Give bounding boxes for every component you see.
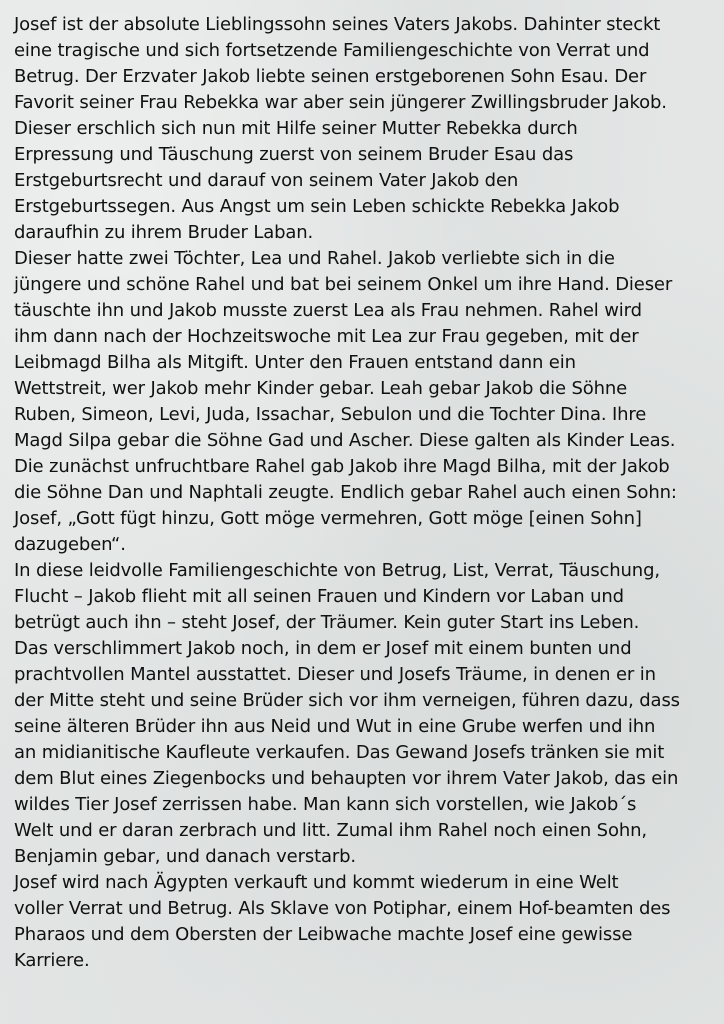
text-line: Dieser erschlich sich nun mit Hilfe seiner Mutter Rebekka durch — [14, 118, 578, 139]
text-line: daraufhin zu ihrem Bruder Laban. — [14, 222, 314, 243]
text-line: die Söhne Dan und Naphtali zeugte. Endlich gebar Rahel auch einen Sohn: — [14, 482, 677, 503]
text-line: Welt und er daran zerbrach und litt. Zumal ihm Rahel noch einen Sohn, — [14, 820, 647, 841]
text-line: Leibmagd Bilha als Mitgift. Unter den Frauen entstand dann ein — [14, 352, 576, 373]
text-line: Josef wird nach Ägypten verkauft und kommt wiederum in eine Welt — [14, 872, 619, 893]
text-line: Dieser hatte zwei Töchter, Lea und Rahel. Jakob verliebte sich in die — [14, 248, 615, 269]
paragraph-4 — [14, 870, 714, 974]
text-line: Flucht – Jakob flieht mit all seinen Frauen und Kindern vor Laban und — [14, 586, 624, 607]
text-line: Das verschlimmert Jakob noch, in dem er Josef mit einem bunten und — [14, 638, 632, 659]
text-line: täuschte ihn und Jakob musste zuerst Lea als Frau nehmen. Rahel wird — [14, 300, 642, 321]
text-line: ihm dann nach der Hochzeitswoche mit Lea zur Frau gegeben, mit der — [14, 326, 639, 347]
text-line: Magd Silpa gebar die Söhne Gad und Ascher. Diese galten als Kinder Leas. — [14, 430, 676, 451]
text-line: eine tragische und sich fortsetzende Familiengeschichte von Verrat und — [14, 40, 650, 61]
text-line: Die zunächst unfruchtbare Rahel gab Jakob ihre Magd Bilha, mit der Jakob — [14, 456, 670, 477]
text-line: Josef, „Gott fügt hinzu, Gott möge vermehren, Gott möge [einen Sohn] — [14, 508, 642, 529]
text-line: der Mitte steht und seine Brüder sich vor ihm verneigen, führen dazu, dass — [14, 690, 680, 711]
paragraph-3 — [14, 558, 714, 870]
text-line: Erstgeburtsrecht und darauf von seinem Vater Jakob den — [14, 170, 519, 191]
text-line: Benjamin gebar, und danach verstarb. — [14, 846, 356, 867]
text-line: Ruben, Simeon, Levi, Juda, Issachar, Sebulon und die Tochter Dina. Ihre — [14, 404, 647, 425]
paragraph-2 — [14, 246, 714, 558]
text-line: jüngere und schöne Rahel und bat bei seinem Onkel um ihre Hand. Dieser — [14, 274, 673, 295]
text-line: an midianitische Kaufleute verkaufen. Das Gewand Josefs tränken sie mit — [14, 742, 665, 763]
text-line: Pharaos und dem Obersten der Leibwache machte Josef eine gewisse — [14, 924, 633, 945]
text-line: betrügt auch ihn – steht Josef, der Träumer. Kein guter Start ins Leben. — [14, 612, 640, 633]
text-line: prachtvollen Mantel ausstattet. Dieser und Josefs Träume, in denen er in — [14, 664, 656, 685]
text-line: Erstgeburtssegen. Aus Angst um sein Leben schickte Rebekka Jakob — [14, 196, 620, 217]
text-line: Betrug. Der Erzvater Jakob liebte seinen erstgeborenen Sohn Esau. Der — [14, 66, 647, 87]
text-line: Karriere. — [14, 950, 90, 971]
text-line: voller Verrat und Betrug. Als Sklave von Potiphar, einem Hof-beamten des — [14, 898, 671, 919]
text-line: dazugeben“. — [14, 534, 126, 555]
text-line: Wettstreit, wer Jakob mehr Kinder gebar. Leah gebar Jakob die Söhne — [14, 378, 628, 399]
text-line: wildes Tier Josef zerrissen habe. Man kann sich vorstellen, wie Jakob´s — [14, 794, 637, 815]
text-line: Josef ist der absolute Lieblingssohn seines Vaters Jakobs. Dahinter steckt — [14, 14, 661, 35]
text-line: seine älteren Brüder ihn aus Neid und Wut in eine Grube werfen und ihn — [14, 716, 656, 737]
document-body — [14, 12, 714, 974]
paragraph-1 — [14, 12, 714, 246]
text-line: Erpressung und Täuschung zuerst von seinem Bruder Esau das — [14, 144, 574, 165]
text-line: Favorit seiner Frau Rebekka war aber sein jüngerer Zwillingsbruder Jakob. — [14, 92, 667, 113]
text-line: In diese leidvolle Familiengeschichte von Betrug, List, Verrat, Täuschung, — [14, 560, 660, 581]
text-line: dem Blut eines Ziegenbocks und behaupten vor ihrem Vater Jakob, das ein — [14, 768, 679, 789]
